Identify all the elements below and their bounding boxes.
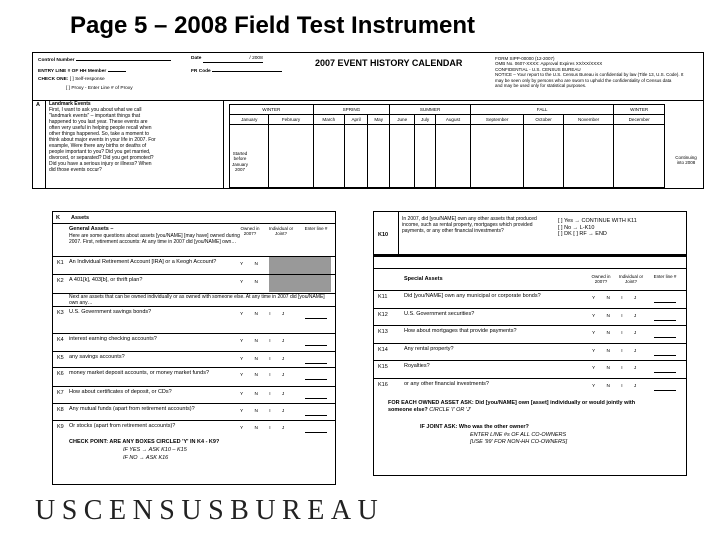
- enter-line-field[interactable]: [305, 379, 327, 380]
- row-question: U.S. Government savings bonds?: [69, 309, 152, 315]
- table-row: [53, 333, 335, 351]
- row-code: K14: [378, 346, 388, 353]
- table-row: [53, 256, 335, 274]
- calendar-cell[interactable]: [344, 125, 367, 188]
- table-row: [53, 306, 335, 324]
- row-code: K4: [57, 337, 64, 343]
- special-instruction-4: [USE '99' FOR NON-HH CO-OWNERS]: [470, 439, 568, 445]
- enter-line-field[interactable]: [305, 432, 327, 433]
- table-row: [374, 325, 686, 343]
- row-code: K13: [378, 329, 388, 335]
- continuing-label: Continuing into 2008: [675, 155, 697, 166]
- row-question: How about mortgages that provide payments?: [404, 328, 517, 334]
- month-july: July: [415, 115, 436, 125]
- started-before-label: Started before January 2007: [231, 151, 248, 173]
- row-code: K5: [57, 355, 64, 361]
- month-june: June: [390, 115, 415, 125]
- calendar-cell[interactable]: [269, 125, 313, 188]
- row-question: Did [you/NAME] own any municipal or corporate bonds?: [404, 293, 541, 299]
- k10-yes-option[interactable]: [ ] Yes → CONTINUE WITH K11: [558, 218, 637, 224]
- check-point-no: IF NO → ASK K16: [123, 455, 169, 461]
- enter-line-field[interactable]: [654, 320, 676, 321]
- enter-line-field[interactable]: [654, 302, 676, 303]
- row-code: K3: [57, 310, 64, 316]
- event-history-calendar: [32, 52, 704, 189]
- calendar-cell[interactable]: [415, 125, 436, 188]
- check-point: CHECK POINT: ARE ANY BOXES CIRCLED 'Y' IN K4 - K9?: [69, 439, 220, 445]
- enter-line-field[interactable]: [305, 363, 327, 364]
- calendar-cell[interactable]: [524, 125, 563, 188]
- row-question: An Individual Retirement Account [IRA] or a Keogh Account?: [69, 259, 217, 265]
- row-answer-options[interactable]: Y N I J: [592, 348, 637, 354]
- enter-line-field[interactable]: [654, 390, 676, 391]
- row-answer-options[interactable]: Y N I J: [592, 366, 637, 371]
- special-assets-panel: [373, 211, 687, 476]
- section-letter-k: K: [56, 215, 60, 221]
- season-spring: SPRING: [313, 105, 390, 115]
- row-code: K16: [378, 381, 388, 388]
- calendar-cell[interactable]: [313, 125, 344, 188]
- row-answer-options[interactable]: Y N I J: [592, 331, 637, 336]
- enter-line-field[interactable]: [305, 318, 327, 319]
- month-august: August: [436, 115, 471, 125]
- row-code: K8: [57, 407, 64, 413]
- entry-line-label: ENTRY LINE # OF HH Member: [38, 69, 107, 74]
- k10-dk-option[interactable]: [ ] DK [ ] RF → END: [558, 231, 607, 237]
- special-col-owned: Owned in 2007?: [591, 274, 611, 285]
- k10-question: In 2007, did [you/NAME] own any other assets that produced income, such as rental property, mortgages which provided payments, or any other financial investments?: [402, 216, 537, 234]
- row-question: Or stocks (apart from retirement accounts)?: [69, 423, 176, 429]
- control-number-label: Control Number: [38, 58, 75, 63]
- month-september: September: [470, 115, 523, 125]
- landmark-events-box: Landmark Events First, I want to ask you about what we call "landmark events" – important things that happened to you last year. These events are often very useful in helping people recall when other things happened. So, take a moment to think about major events in your life in 2007. For example, Were there any births or deaths of people important to you? Did you get married, divorced, or separated? Did you get promoted? Did you have a serious injury or illness? When did those events occur?: [49, 101, 156, 173]
- table-row: [374, 360, 686, 378]
- row-code: K2: [57, 278, 64, 284]
- enter-line-field[interactable]: [305, 398, 327, 399]
- date-field[interactable]: / 2008: [203, 56, 263, 63]
- proxy-checkbox[interactable]: [ ] Proxy - Enter Line # of Proxy: [66, 86, 133, 91]
- row-code: K7: [57, 390, 64, 396]
- calendar-cell[interactable]: [368, 125, 390, 188]
- season-summer: SUMMER: [390, 105, 471, 115]
- season-fall: FALL: [470, 105, 613, 115]
- row-question: any savings accounts?: [69, 354, 125, 360]
- general-assets-heading: General Assets –: [69, 226, 114, 232]
- page-title: Page 5 – 2008 Field Test Instrument: [70, 12, 476, 39]
- self-response-checkbox[interactable]: [ ] Self-response: [69, 77, 105, 82]
- row-question: Any mutual funds (apart from retirement accounts)?: [69, 406, 195, 412]
- row-code: K15: [378, 364, 388, 370]
- table-row: [374, 343, 686, 361]
- row-answer-options[interactable]: Y N I J: [240, 426, 285, 431]
- notice-text: FORM SIPP-00000 (12-2007) OMB No. 0607-XXXX: Approval Expires XX/XX/XXXX CONFIDENTIAL - U.S. CENSUS BUREAU NOTICE – Your report to the U.S. Census Bureau is confidential by law (Title 13, U.S. Code). It may be seen only by persons who are sworn to uphold the confidentiality of Census data and may be used only for statistical purposes.: [495, 56, 684, 89]
- row-question: U.S. Government securities?: [404, 310, 475, 317]
- row-code: K11: [378, 294, 388, 300]
- month-november: November: [563, 115, 614, 125]
- shaded-cell: [269, 275, 331, 292]
- enter-line-field[interactable]: [305, 415, 327, 416]
- row-answer-options[interactable]: Y N: [240, 280, 258, 285]
- row-answer-options[interactable]: Y N I J: [240, 339, 285, 344]
- special-col-individual: Individual or Joint?: [618, 274, 644, 285]
- month-april: April: [344, 115, 367, 125]
- calendar-grid: [229, 104, 665, 188]
- row-question: A 401[k], 403[b], or thrift plan?: [69, 277, 143, 283]
- row-answer-options[interactable]: Y N I J: [240, 373, 285, 378]
- enter-line-field[interactable]: [305, 345, 327, 346]
- col-individual-header: Individual or Joint?: [268, 226, 294, 237]
- entry-line-field[interactable]: [108, 67, 126, 72]
- row-answer-options[interactable]: Y N I J: [240, 409, 285, 414]
- row-code: K1: [57, 260, 64, 266]
- date-label: Date: [191, 56, 202, 61]
- next-assets-text: Next are assets that can be owned individually or as owned with someone else. At any time in 2007 did [you/NAME] own any…: [69, 294, 325, 306]
- table-row: [53, 403, 335, 421]
- k10-code: K10: [378, 232, 389, 238]
- check-point-yes: IF YES → ASK K10 – K15: [123, 447, 187, 453]
- control-number-field[interactable]: [76, 56, 171, 61]
- month-december: December: [614, 115, 665, 125]
- k10-options: [558, 218, 683, 238]
- row-answer-options[interactable]: Y N I J: [240, 357, 285, 362]
- table-row: [374, 290, 686, 308]
- col-owned-header: Owned in 2007?: [240, 226, 260, 237]
- row-answer-options[interactable]: Y N I J: [240, 312, 285, 317]
- row-question: money market deposit accounts, or money market funds?: [69, 370, 210, 376]
- table-row: [374, 378, 686, 396]
- calendar-cell[interactable]: [436, 125, 471, 188]
- special-instruction-3: ENTER LINE #s OF ALL CO-OWNERS: [470, 432, 567, 438]
- assets-panel: [52, 211, 336, 485]
- row-code: K12: [378, 311, 388, 318]
- special-instruction-1: FOR EACH OWNED ASSET ASK: Did [you/NAME] own [asset] individually or would jointly with someone else? CIRCLE 'I' OR 'J': [388, 400, 636, 413]
- special-col-enter-line: Enter line #: [653, 274, 677, 279]
- census-bureau-logo: USCENSUSBUREAU: [35, 495, 385, 526]
- enter-line-field[interactable]: [654, 372, 676, 373]
- row-code: K9: [57, 424, 64, 430]
- col-enter-line-header: Enter line #: [304, 226, 328, 231]
- row-answer-options[interactable]: Y N I J: [592, 383, 637, 389]
- calendar-title: 2007 EVENT HISTORY CALENDAR: [315, 58, 463, 68]
- assets-title: Assets: [71, 215, 90, 221]
- table-row: [53, 274, 335, 292]
- row-answer-options[interactable]: Y N I J: [240, 392, 285, 397]
- k10-no-option[interactable]: [ ] No → L-K10: [558, 224, 595, 231]
- section-letter-a: A: [36, 102, 40, 108]
- row-answer-options[interactable]: Y N: [240, 262, 258, 267]
- month-february: February: [269, 115, 313, 125]
- shaded-cell: [269, 257, 331, 274]
- calendar-cell[interactable]: [614, 125, 665, 188]
- row-question: or any other financial investments?: [404, 380, 489, 387]
- fr-code-field[interactable]: [212, 67, 282, 72]
- table-row: [53, 367, 335, 385]
- row-answer-options[interactable]: Y N I J: [592, 296, 637, 301]
- row-question: How about certificates of deposit, or CDs?: [69, 389, 172, 395]
- enter-line-field[interactable]: [654, 337, 676, 338]
- calendar-cell[interactable]: [563, 125, 614, 188]
- month-march: March: [313, 115, 344, 125]
- table-row: [53, 386, 335, 404]
- row-answer-options[interactable]: Y N I J: [592, 313, 637, 319]
- special-instruction-2: IF JOINT ASK: Who was the other owner?: [420, 424, 529, 430]
- month-january: January: [230, 115, 269, 125]
- row-code: K6: [57, 371, 64, 377]
- enter-line-field[interactable]: [654, 355, 676, 356]
- month-may: May: [368, 115, 390, 125]
- row-question: Royalties?: [404, 363, 430, 369]
- row-question: Any rental property?: [404, 345, 454, 352]
- calendar-cell[interactable]: [390, 125, 415, 188]
- fr-code-label: FR Code: [191, 69, 211, 74]
- row-question: interest earning checking accounts?: [69, 336, 157, 342]
- month-october: October: [524, 115, 563, 125]
- check-one-label: CHECK ONE:: [38, 77, 69, 82]
- season-winter-1: WINTER: [230, 105, 314, 115]
- season-winter-2: WINTER: [614, 105, 665, 115]
- special-assets-heading: Special Assets: [404, 276, 443, 282]
- table-row: [53, 420, 335, 438]
- table-row: [374, 308, 686, 326]
- calendar-cell[interactable]: [470, 125, 523, 188]
- assets-intro: Here are some questions about assets [you/NAME] [may have] owned during 2007. First, retirement accounts: At any time in 2007 did [you/NAME] own…: [69, 233, 240, 245]
